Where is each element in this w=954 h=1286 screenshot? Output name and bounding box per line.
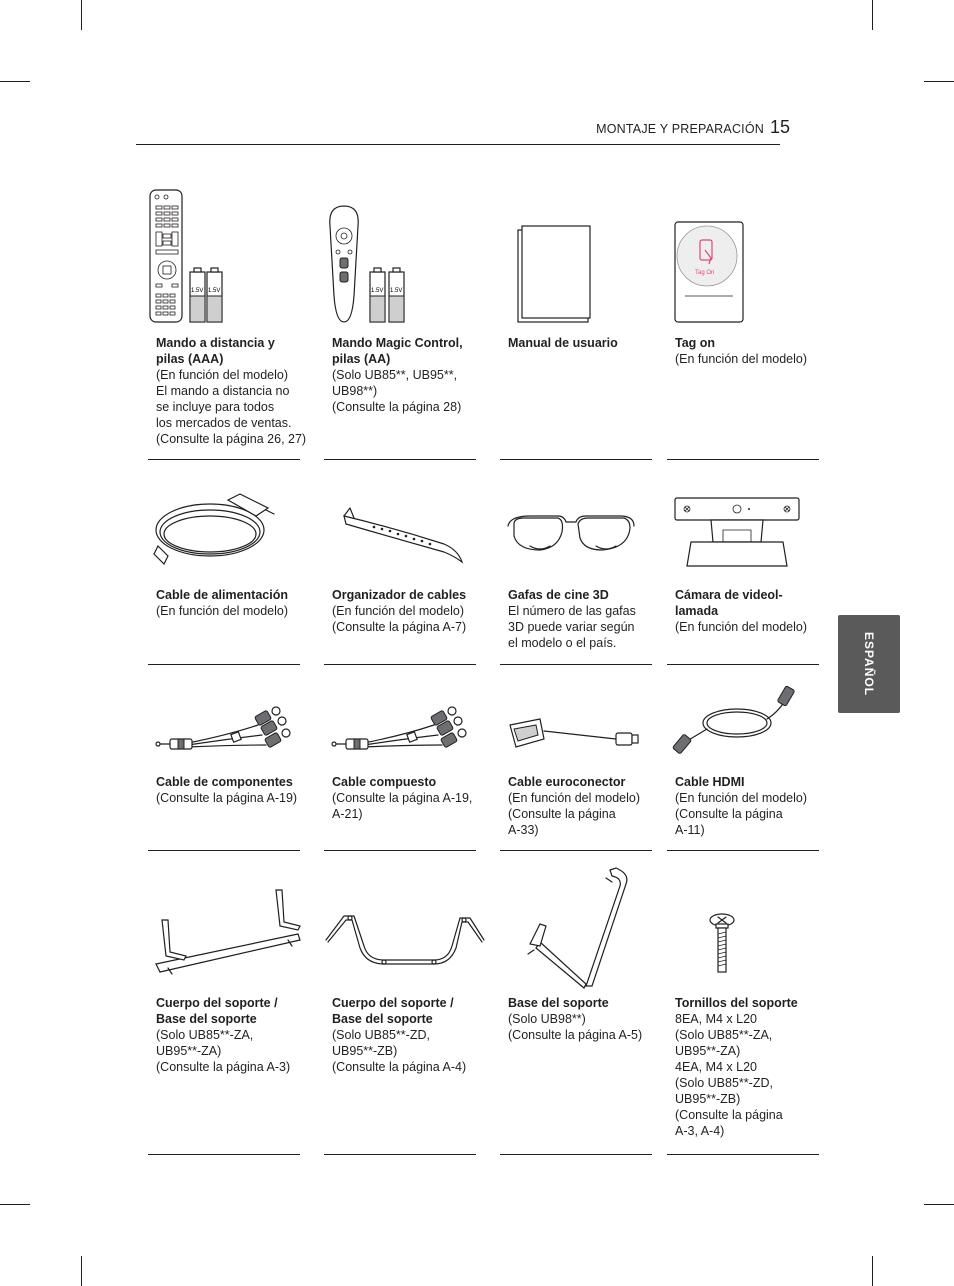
battery-label: 1.5V [390, 288, 403, 294]
item-desc: (En función del modelo) [675, 620, 808, 634]
item-desc: (En función del modelo) El mando a distancia no se incluye para todos los mercados de ventas. (Consulte la página 26, 27) [156, 368, 307, 446]
divider [148, 664, 300, 665]
stand-body-zd-icon [324, 860, 484, 990]
item-desc: (Solo UB85**-ZA, UB95**-ZA) (Consulte la página A-3) [156, 1028, 291, 1074]
item-name: Tornillos del soporte [675, 996, 798, 1010]
divider [500, 459, 652, 460]
divider [500, 850, 652, 851]
item-name: Mando a distancia y pilas (AAA) [156, 336, 275, 366]
remote-control-with-batteries-icon [148, 186, 308, 331]
divider [148, 459, 300, 460]
item-name: Organizador de cables [332, 588, 467, 602]
divider [324, 850, 476, 851]
item-name: Base del soporte [508, 996, 609, 1010]
cable-organizer-icon [324, 490, 484, 580]
page-header [136, 117, 790, 145]
page-number: 15 [769, 117, 790, 137]
tag-on-sticker-icon [667, 186, 827, 331]
language-tab [838, 615, 900, 713]
crop-mark [924, 81, 954, 82]
item-desc: (Solo UB98**) (Consulte la página A-5) [508, 1012, 643, 1042]
user-manual-icon [500, 186, 660, 331]
item-desc: (Solo UB85**, UB95**, UB98**) (Consulte la página 28) [332, 368, 462, 414]
power-cable-icon [148, 490, 308, 580]
magic-remote-with-batteries-icon [324, 186, 484, 331]
item-name: Cable compuesto [332, 775, 437, 789]
item-desc: (Solo UB85**-ZD, UB95**-ZB) (Consulte la página A-4) [332, 1028, 467, 1074]
scart-cable-icon [500, 695, 660, 765]
divider [148, 1154, 300, 1155]
divider [667, 664, 819, 665]
item-name: Cámara de videol- lamada [675, 588, 783, 618]
item-desc: El número de las gafas 3D puede variar según el modelo o el país. [508, 604, 636, 650]
divider [324, 1154, 476, 1155]
battery-label: 1.5V [208, 288, 221, 294]
divider [500, 664, 652, 665]
crop-mark [872, 1256, 873, 1286]
component-cable-icon [148, 695, 308, 765]
crop-mark [0, 81, 30, 82]
crop-mark [872, 0, 873, 30]
item-name: Cuerpo del soporte / Base del soporte [332, 996, 454, 1026]
divider [500, 1154, 652, 1155]
item-desc: (En función del modelo) (Consulte la página A-33) [508, 791, 641, 837]
item-name: Cable de componentes [156, 775, 293, 789]
composite-cable-icon [324, 695, 484, 765]
hdmi-cable-icon [667, 695, 827, 765]
item-name: Cable euroconector [508, 775, 626, 789]
tag-on-label: Tag On [695, 270, 715, 276]
video-call-camera-icon [667, 490, 827, 580]
item-desc: (En función del modelo) (Consulte la página A-11) [675, 791, 808, 837]
divider [148, 850, 300, 851]
item-desc: (En función del modelo) [675, 352, 808, 366]
language-tab-label: ESPAÑOL [862, 631, 876, 697]
item-name: Tag on [675, 336, 716, 350]
divider [324, 459, 476, 460]
divider [324, 664, 476, 665]
item-name: Manual de usuario [508, 336, 618, 350]
divider [667, 850, 819, 851]
3d-glasses-icon [500, 490, 660, 580]
item-desc: (Consulte la página A-19) [156, 791, 298, 805]
item-desc: (Consulte la página A-19, A-21) [332, 791, 473, 821]
battery-label: 1.5V [191, 288, 204, 294]
battery-label: 1.5V [371, 288, 384, 294]
section-title: MONTAJE Y PREPARACIÓN [596, 122, 764, 136]
divider [667, 459, 819, 460]
crop-mark [0, 1204, 30, 1205]
item-desc: (En función del modelo) [156, 604, 289, 618]
item-name: Cable HDMI [675, 775, 745, 789]
stand-body-za-icon [148, 860, 308, 990]
stand-screw-icon [667, 860, 827, 990]
crop-mark [81, 0, 82, 30]
item-name: Cuerpo del soporte / Base del soporte [156, 996, 278, 1026]
crop-mark [924, 1204, 954, 1205]
stand-base-icon [500, 860, 660, 990]
item-name: Cable de alimentación [156, 588, 288, 602]
crop-mark [81, 1256, 82, 1286]
item-desc: 8EA, M4 x L20 (Solo UB85**-ZA, UB95**-ZA) 4EA, M4 x L20 (Solo UB85**-ZD, UB95**-ZB) (Consulte la página A-3, A-4) [675, 1012, 783, 1138]
item-desc: (En función del modelo) (Consulte la página A-7) [332, 604, 467, 634]
item-name: Mando Magic Control, pilas (AA) [332, 336, 463, 366]
divider [667, 1154, 819, 1155]
item-name: Gafas de cine 3D [508, 588, 609, 602]
